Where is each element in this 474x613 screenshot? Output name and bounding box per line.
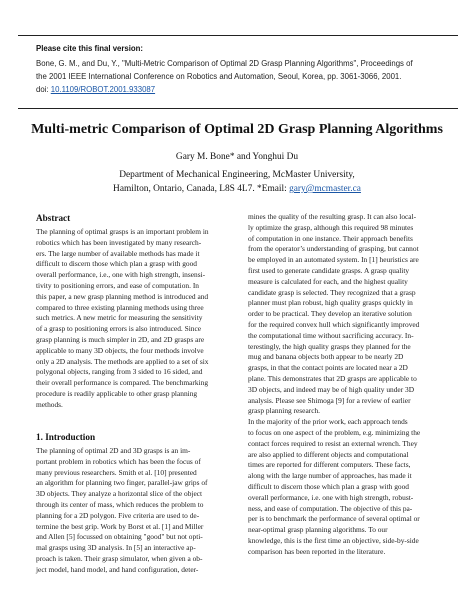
body-line: near-optimal grasp planning algorithms. To our (248, 525, 388, 535)
doi-link[interactable]: 10.1109/ROBOT.2001.933087 (50, 85, 156, 94)
citation-bottom-rule (18, 108, 458, 109)
body-line: to focus on one aspect of the problem, e.g. minimizing the (248, 427, 421, 437)
introduction-line: an algorithm for planning two finger, parallel-jaw grips of (36, 478, 208, 488)
abstract-line: this paper, a new grasp planning method is introduced and (36, 291, 209, 301)
paper-authors: Gary M. Bone* and Yonghui Du (175, 152, 299, 162)
body-line: candidate grasp is selected. They recognized that a grasp (248, 287, 416, 297)
body-line: times are reported for different computers. These facts, (248, 460, 411, 470)
introduction-body (36, 446, 231, 576)
body-line: ly optimize the grasp, although this required 98 minutes (248, 222, 414, 232)
citation-doi-line (36, 83, 446, 96)
abstract-line: robotics which has been investigated by many research- (36, 237, 202, 247)
introduction-line: portant problem in robotics which has been the focus of (36, 456, 201, 466)
introduction-line: The planning of optimal 2D and 3D grasps is an im- (36, 446, 191, 455)
body-line: of computation in one instance. Their approach benefits (248, 233, 413, 243)
abstract-line: such metrics. A new metric for measuring the sensitivity (36, 313, 203, 323)
body-line: order to be practical. They develop an iterative solution (248, 309, 412, 319)
body-line: first used to generate candidate grasps. A grasp quality (248, 265, 410, 275)
body-line: are also applied to different objects and computational (248, 449, 409, 459)
right-column-body (248, 212, 443, 558)
body-line: from the operator’s understanding of grasping, but cannot (248, 244, 419, 254)
abstract-heading: Abstract (36, 213, 71, 223)
abstract-line: ers. The large number of available methods has made it (36, 248, 200, 258)
body-line: contact forces required to resist an external wrench. They (248, 438, 418, 448)
abstract-line: their overall performance is compared. The benchmarking (36, 378, 209, 388)
author-email-link[interactable]: gary@mcmaster.ca (289, 184, 361, 194)
abstract-line: The planning of optimal grasps is an important problem in (36, 227, 209, 236)
introduction-line: many previous researchers. Smith et al. [10] presented (36, 467, 197, 477)
body-line: be employed in an automated system. In [1] heuristics are (248, 255, 419, 265)
citation-header: Please cite this final version: (36, 44, 144, 53)
introduction-line: planning for a 2D polygon. Five criteria are used to de- (36, 510, 200, 520)
abstract-line: of a grasp to positioning errors is also introduced. Since (36, 324, 202, 334)
citation-line: Bone, G. M., and Du, Y., "Multi-Metric Comparison of Optimal 2D Grasp Planning Algorithms", Proceedings of (36, 59, 413, 68)
citation-line: the 2001 IEEE International Conference on Robotics and Automation, Seoul, Korea, pp. 3061-3066, 2001. (36, 72, 402, 81)
body-line: analysis. Please see Shimoga [9] for a review of earlier (248, 395, 411, 405)
introduction-heading: 1. Introduction (36, 432, 96, 442)
body-line: for the required convex hull which significantly improved (248, 319, 420, 329)
body-line: along with the large number of approaches, has made it (248, 471, 412, 481)
abstract-line: applicable to many 3D objects, the four methods involve (36, 345, 204, 355)
abstract-line: procedure is readily applicable to other grasp planning (36, 388, 198, 398)
body-line: per is to benchmark the performance of several optimal or (248, 514, 420, 524)
introduction-line: 3D objects. They analyze a horizontal slice of the object (36, 489, 203, 499)
body-line: mug and banana objects both appear to be nearly 2D (248, 352, 404, 362)
introduction-line: and Allen [5] focussed on obtaining "good" but not opti- (36, 532, 203, 542)
paper-affiliation (0, 168, 474, 196)
paper-title: Multi-metric Comparison of Optimal 2D Grasp Planning Algorithms (31, 122, 443, 137)
abstract-line: compared to three existing planning methods using three (36, 302, 204, 312)
abstract-line: tivity to positioning errors, and ease of computation. In (36, 280, 199, 290)
introduction-line: proach is taken. Their grasp simulator, when given a ob- (36, 553, 203, 563)
abstract-line: difficult to discern those which plan a grasp with good (36, 259, 197, 269)
body-line: grasps, in that the contact points are located near a 2D (248, 363, 408, 373)
introduction-line: through its center of mass, which reduces the problem to (36, 499, 204, 509)
abstract-line: polygonal objects, ranging from 3 sided to 16 sided, and (36, 367, 203, 377)
body-line: knowledge, this is the first time an objective, side-by-side (248, 535, 419, 545)
doi-prefix: doi: (36, 85, 51, 94)
body-line: planner must plan robust, high quality grasps quickly in (248, 298, 413, 308)
abstract-line: overall performance, i.e., one with high strength, insensi- (36, 270, 206, 280)
abstract-line: grasp planning is much simpler in 2D, and 2D grasps are (36, 334, 205, 344)
abstract-body (36, 227, 231, 411)
affiliation-line (0, 182, 474, 196)
affiliation-line: Department of Mechanical Engineering, McMaster University, (119, 170, 355, 180)
body-line: difficult to discern those which plan a grasp with good (248, 481, 409, 491)
introduction-line: ject model, hand model, and hand configuration, deter- (36, 564, 199, 574)
body-line: the computational time without sacrificing accuracy. In- (248, 330, 414, 340)
body-line: measure is calculated for each, and the highest quality (248, 276, 408, 286)
body-line: plane. This demonstrates that 2D grasps are applicable to (248, 373, 417, 383)
citation-top-rule (18, 35, 458, 36)
body-line: terestingly, the high quality grasps they planned for the (248, 341, 411, 351)
body-line: 3D objects, and indeed may be of high quality under 3D (248, 384, 415, 394)
body-line: mines the quality of the resulting grasp. It can also local- (248, 212, 417, 221)
body-line: grasp planning research. (248, 406, 321, 416)
abstract-line: only a 2D analysis. The methods are applied to a set of six (36, 356, 209, 366)
citation-text (36, 57, 446, 96)
body-line: overall performance, i.e. one with high strength, robust- (248, 492, 414, 502)
body-line: ness, and ease of computation. The objective of this pa- (248, 503, 413, 513)
body-line: comparison has been reported in the literature. (248, 546, 386, 556)
introduction-line: termine the best grip. Work by Borst et al. [1] and Miller (36, 521, 204, 531)
body-line: In the majority of the prior work, each approach tends (248, 417, 408, 427)
affiliation-address: Hamilton, Ontario, Canada, L8S 4L7. *Email: (113, 184, 290, 194)
introduction-line: mal grasps using 3D analysis. In [5] an interactive ap- (36, 543, 196, 553)
abstract-line: methods. (36, 399, 63, 409)
